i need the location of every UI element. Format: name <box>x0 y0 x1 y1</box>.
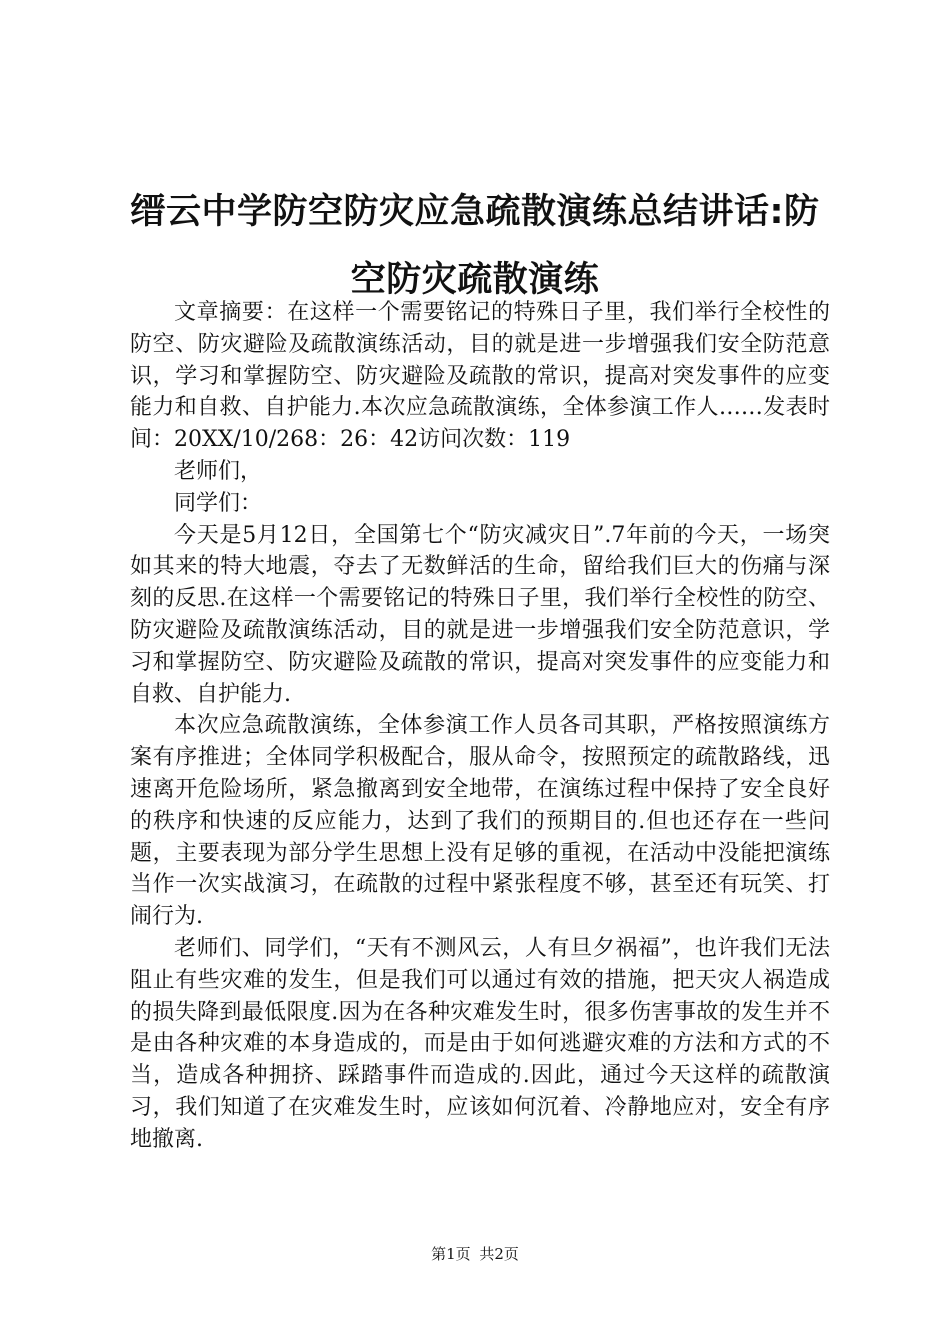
salutation-students: 同学们： <box>174 490 263 516</box>
document-body <box>130 297 830 1156</box>
body-paragraph: 本次应急疏散演练，全体参演工作人员各司其职，严格按照演练方案有序推进；全体同学积极配合，服从命令，按照预定的疏散路线，迅速离开危险场所，紧急撤离到安全地带，在演练过程中保持了安全良好的秩序和快速的反应能力，达到了我们的预期目的.但也还存在一些问题，主要表现为部分学生思想上没有足够的重视，在活动中没能把演练当作一次实战演习，在疏散的过程中紧张程度不够，甚至还有玩笑、打闹行为. <box>130 713 830 930</box>
page-number: 第1页 <box>431 1245 471 1263</box>
body-paragraph: 老师们、同学们，“天有不测风云，人有旦夕祸福”，也许我们无法阻止有些灾难的发生，但是我们可以通过有效的措施，把天灾人祸造成的损失降到最低限度.因为在各种灾难发生时，很多伤害事故的发生并不是由各种灾难的本身造成的，而是由于如何逃避灾难的方法和方式的不当，造成各种拥挤、踩踏事件而造成的.因此，通过今天这样的疏散演习，我们知道了在灾难发生时，应该如何沉着、冷静地应对，安全有序地撤离. <box>130 935 830 1152</box>
page-footer <box>0 1244 950 1264</box>
document-title: 缙云中学防空防灾应急疏散演练总结讲话:防空防灾疏散演练 <box>130 192 820 300</box>
body-paragraph: 今天是5月12日，全国第七个“防灾减灾日”.7年前的今天，一场突如其来的特大地震，夺去了无数鲜活的生命，留给我们巨大的伤痛与深刻的反思.在这样一个需要铭记的特殊日子里，我们举行全校性的防空、防灾避险及疏散演练活动，目的就是进一步增强我们安全防范意识，学习和掌握防空、防灾避险及疏散的常识，提高对突发事件的应变能力和自救、自护能力. <box>130 522 830 707</box>
salutation-teachers: 老师们， <box>174 458 263 484</box>
abstract-paragraph: 文章摘要：在这样一个需要铭记的特殊日子里，我们举行全校性的防空、防灾避险及疏散演练活动，目的就是进一步增强我们安全防范意识，学习和掌握防空、防灾避险及疏散的常识，提高对突发事件的应变能力和自救、自护能力.本次应急疏散演练，全体参演工作人……发表时间：20XX/10/268：26：42访问次数：119 <box>130 300 830 453</box>
page-total: 共2页 <box>479 1245 519 1263</box>
